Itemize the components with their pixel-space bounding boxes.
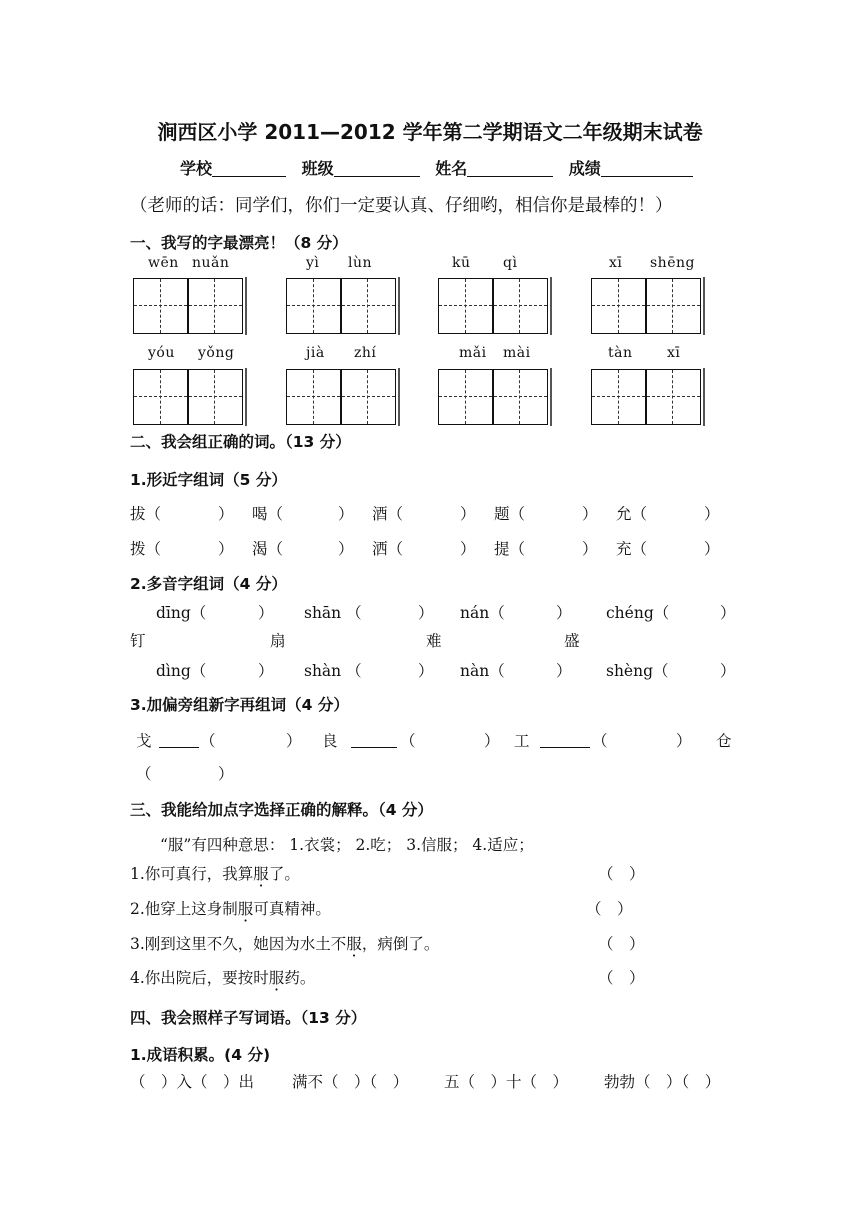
- paren[interactable]: ）: [556, 604, 572, 622]
- idiom-item[interactable]: 满不（ ）（ ）: [292, 1073, 409, 1091]
- pinyin: qì: [503, 255, 518, 271]
- pinyin: wēn: [148, 255, 179, 271]
- paren[interactable]: ）: [218, 505, 234, 523]
- pinyin: jià: [306, 345, 325, 361]
- pinyin: shēng: [650, 255, 695, 271]
- dotted-char: 服: [346, 935, 362, 953]
- paren[interactable]: ）: [484, 732, 500, 750]
- pinyin-item: chéng（: [606, 604, 670, 622]
- paren[interactable]: ）: [418, 662, 434, 680]
- pinyin-item: shèng（: [606, 662, 669, 680]
- paren[interactable]: （: [136, 765, 152, 783]
- section-3-heading: 三、我能给加点字选择正确的解释。（4 分）: [130, 801, 433, 819]
- pinyin: yì: [306, 255, 320, 271]
- score-label: 成绩: [568, 159, 601, 178]
- pinyin: yǒng: [198, 345, 235, 361]
- writing-grid[interactable]: [133, 278, 243, 334]
- paren[interactable]: ）: [720, 604, 736, 622]
- paren[interactable]: ）: [460, 505, 476, 523]
- pinyin-item: shān （: [304, 604, 362, 622]
- paren[interactable]: ）: [582, 540, 598, 558]
- paren[interactable]: ）: [582, 505, 598, 523]
- radical-char: 工: [514, 732, 530, 750]
- pinyin-item: dīng（: [156, 604, 207, 622]
- question-item: 1.你可真行，我算服了。: [130, 865, 300, 883]
- question-item: 2.他穿上这身制服可真精神。: [130, 900, 331, 918]
- pinyin: zhí: [354, 345, 377, 361]
- writing-grid[interactable]: [438, 278, 548, 334]
- pinyin-item: shàn （: [304, 662, 362, 680]
- word-item: 题（: [494, 505, 526, 523]
- part-heading: 1.形近字组词（5 分）: [130, 471, 287, 489]
- answer-paren[interactable]: （ ）: [586, 900, 633, 918]
- word-item: 渴（: [252, 540, 284, 558]
- meanings-intro: “服”有四种意思： 1.衣裳； 2.吃； 3.信服； 4.适应；: [160, 836, 534, 854]
- class-label: 班级: [301, 159, 334, 178]
- word-item: 酒（: [372, 505, 404, 523]
- pinyin: nuǎn: [192, 255, 230, 271]
- word-item: 拔（: [130, 505, 162, 523]
- school-blank[interactable]: [212, 160, 286, 177]
- dotted-char: 服: [237, 900, 254, 918]
- pinyin: kū: [452, 255, 471, 271]
- pinyin: mài: [503, 345, 531, 361]
- writing-grid[interactable]: [286, 369, 396, 425]
- radical-char: 良: [322, 732, 338, 750]
- pinyin-item: nán（: [460, 604, 505, 622]
- paren[interactable]: （: [400, 732, 416, 750]
- section-1-heading: 一、我写的字最漂亮！（8 分）: [130, 234, 348, 252]
- writing-grid[interactable]: [286, 278, 396, 334]
- writing-grid[interactable]: [438, 369, 548, 425]
- section-2-heading: 二、我会组正确的词。（13 分）: [130, 433, 351, 451]
- question-item: 4.你出院后，要按时服药。: [130, 969, 316, 987]
- part-heading: 1.成语积累。(4 分): [130, 1046, 271, 1064]
- writing-grid[interactable]: [591, 369, 701, 425]
- pinyin: yóu: [148, 345, 175, 361]
- paren[interactable]: ）: [460, 540, 476, 558]
- student-info-line: [180, 156, 703, 179]
- idiom-item[interactable]: 勃勃（ ）（ ）: [604, 1073, 721, 1091]
- paren[interactable]: ）: [286, 732, 302, 750]
- teacher-note: （老师的话：同学们，你们一定要认真、仔细哟，相信你是最棒的！）: [130, 196, 673, 216]
- school-label: 学校: [180, 159, 213, 178]
- part-heading: 2.多音字组词（4 分）: [130, 575, 287, 593]
- radical-char: 戈: [136, 732, 152, 750]
- pinyin-item: nàn（: [460, 662, 505, 680]
- paren[interactable]: （: [592, 732, 608, 750]
- paren[interactable]: ）: [556, 662, 572, 680]
- paren[interactable]: ）: [258, 662, 274, 680]
- paren[interactable]: ）: [218, 540, 234, 558]
- pinyin: tàn: [608, 345, 633, 361]
- paren[interactable]: ）: [676, 732, 692, 750]
- paren[interactable]: ）: [704, 540, 720, 558]
- word-item: 允（: [616, 505, 648, 523]
- dotted-char: 服: [253, 865, 269, 883]
- writing-grid[interactable]: [591, 278, 701, 334]
- pinyin-item: dìng（: [156, 662, 207, 680]
- part-heading: 3.加偏旁组新字再组词（4 分）: [130, 696, 349, 714]
- dotted-char: 服: [268, 969, 285, 987]
- radical-char: 仓: [716, 732, 732, 750]
- pinyin: xī: [667, 345, 681, 361]
- section-4-heading: 四、我会照样子写词语。（13 分）: [130, 1009, 367, 1027]
- word-item: 提（: [494, 540, 526, 558]
- answer-paren[interactable]: （ ）: [598, 969, 645, 987]
- idiom-item[interactable]: （ ）入（ ）出: [130, 1073, 255, 1091]
- page-title: 涧西区小学 2011—2012 学年第二学期语文二年级期末试卷: [157, 120, 703, 144]
- idiom-item[interactable]: 五（ ）十（ ）: [444, 1073, 569, 1091]
- polyphone-char: 盛: [564, 632, 580, 650]
- word-item: 洒（: [372, 540, 404, 558]
- name-label: 姓名: [435, 159, 468, 178]
- word-item: 喝（: [252, 505, 284, 523]
- answer-paren[interactable]: （ ）: [598, 865, 645, 883]
- paren[interactable]: ）: [218, 765, 234, 783]
- pinyin: mǎi: [459, 345, 487, 361]
- name-blank[interactable]: [467, 160, 553, 177]
- paren[interactable]: ）: [338, 540, 354, 558]
- paren[interactable]: ）: [418, 604, 434, 622]
- polyphone-char: 钉: [130, 632, 146, 650]
- paren[interactable]: ）: [258, 604, 274, 622]
- class-blank[interactable]: [334, 160, 420, 177]
- pinyin: lùn: [348, 255, 373, 271]
- score-blank[interactable]: [601, 160, 693, 177]
- paren[interactable]: （: [200, 732, 216, 750]
- writing-grid[interactable]: [133, 369, 243, 425]
- answer-blank[interactable]: [159, 731, 199, 750]
- answer-blank[interactable]: [351, 731, 397, 750]
- pinyin: xī: [609, 255, 623, 271]
- question-item: 3.刚到这里不久，她因为水土不服，病倒了。: [130, 935, 440, 953]
- polyphone-char: 难: [426, 632, 442, 650]
- word-item: 充（: [616, 540, 648, 558]
- word-item: 拨（: [130, 540, 162, 558]
- paren[interactable]: ）: [720, 662, 736, 680]
- paren[interactable]: ）: [704, 505, 720, 523]
- paren[interactable]: ）: [338, 505, 354, 523]
- answer-paren[interactable]: （ ）: [598, 935, 645, 953]
- polyphone-char: 扇: [270, 632, 286, 650]
- answer-blank[interactable]: [540, 731, 590, 750]
